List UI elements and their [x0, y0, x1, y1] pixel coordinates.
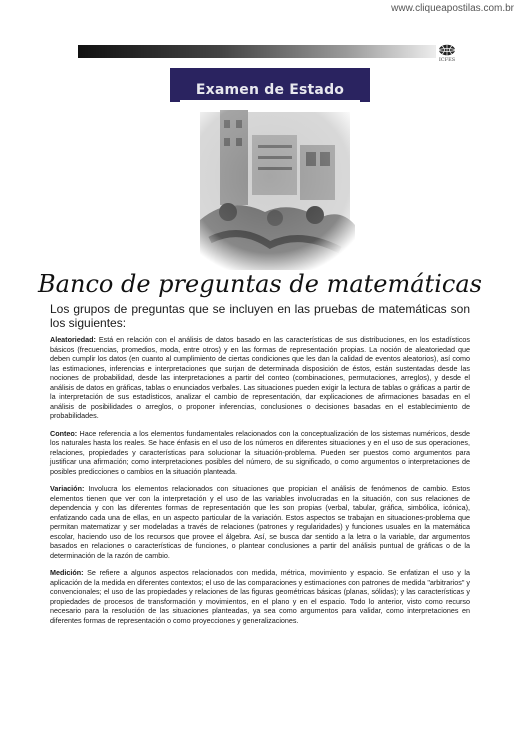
section-conteo: [50, 429, 470, 477]
section-term: Variación:: [50, 484, 85, 493]
banner-title: Examen de Estado: [195, 82, 345, 98]
section-term: Conteo:: [50, 428, 78, 438]
page-title: Banco de preguntas de matemáticas: [38, 270, 482, 298]
intro-paragraph: Los grupos de preguntas que se incluyen en las pruebas de matemáticas son los siguientes:: [50, 302, 470, 330]
section-aleatoriedad: [50, 335, 470, 421]
exam-banner: [170, 68, 370, 102]
section-text: Se refiere a algunos aspectos relacionados con medida, métrica, movimiento y espacio. Se enfatizan el uso y la aplicación de la medida en diferentes contextos; el uso de las comparaciones y estimaciones con patrones de medida "arbitrarios" y convencionales; el uso de las propiedades y relaciones de las figuras geométricas básicas (planas, sólidas); y las características y propiedades de procesos de transformación y movimientos, en el plano y en el espacio. Todo lo anterior, visto como recurso necesario para la resolución de las situaciones planteadas, ya sea como argumentos para validar, como interpretaciones en diferentes formas de representación o como proyecciones y generalizaciones.: [50, 568, 471, 625]
section-text: Hace referencia a los elementos fundamentales relacionados con la conceptualización de los sistemas numéricos, desde los naturales hasta los reales. Se hace énfasis en el uso de los números en diferentes situaciones y en el uso de sus operaciones, relaciones, propiedades y características para solucionar la situación-problema. Pueden ser puestos como argumentos para justificar una afirmación; como interpretaciones posibles del número, de su significado, o como argumentos o interpretaciones de posibles predicciones o cambios en la situación planteada.: [50, 428, 471, 476]
logo-text: ICFES: [438, 57, 456, 63]
header-photo: [180, 100, 360, 270]
globe-icon: [438, 44, 456, 56]
header-gradient-bar: [78, 45, 436, 58]
icfes-logo: [434, 44, 460, 63]
section-term: Aleatoriedad:: [50, 335, 96, 344]
section-medicion: [50, 568, 470, 625]
section-variacion: [50, 484, 470, 560]
section-term: Medición:: [50, 568, 84, 577]
section-text: Está en relación con el análisis de datos basado en las características de sus distribuciones, en los estadísticos básicos (frecuencias, promedios, moda, entre otros) y en las formas de representación propias. La noción de aleatoriedad que deben cumplir los datos (en cuanto al cumplimiento de ciertas condiciones que les dan la calidad de eventos aleatorios), así como las estimaciones, inferencias e interpretaciones que surjan de determinada disposición de éstos, están sustentadas desde las nociones de probabilidad, desde las interpretaciones a partir del conteo (combinaciones, permutaciones, arreglos), y desde el análisis de datos en gráficas, tablas o enunciados verbales. Las situaciones pueden exigir la lectura de tablas o gráficas a partir de la interpretación de sus estadísticos, analizar el cambio de representación, dar explicaciones de afirmaciones basadas en el análisis de posibilidades o arreglos, o proponer inferencias, conclusiones o decisiones basadas en el establecimiento de probabilidades.: [50, 335, 471, 420]
sections-content: [50, 335, 470, 633]
site-url: www.cliqueapostilas.com.br: [391, 3, 514, 14]
section-text: Involucra los elementos relacionados con situaciones que propician el análisis de fenómenos de cambio. Estos elementos tienen que ver con la interpretación y el uso de las variables involucradas en la situación, con sus relaciones de dependencia y con las diferentes formas de representación que les son propias (verbal, tabular, gráfica, simbólica, icónica), enfatizando cada una de ellas, en un aspecto particular de la variación. Estos aspectos se trabajan en situaciones-problema que permitan matematizar y ser modeladas a través de relaciones (patrones y regularidades) y funciones usuales en la matemática escolar, haciendo uso de los recursos que provee el álgebra. Así, se busca dar sentido a la letra o la variable, dar argumentos basados en relaciones o características de funciones, o plantear conclusiones a partir del análisis puntual de gráficas o de la determinación de la razón de cambio.: [50, 484, 470, 560]
